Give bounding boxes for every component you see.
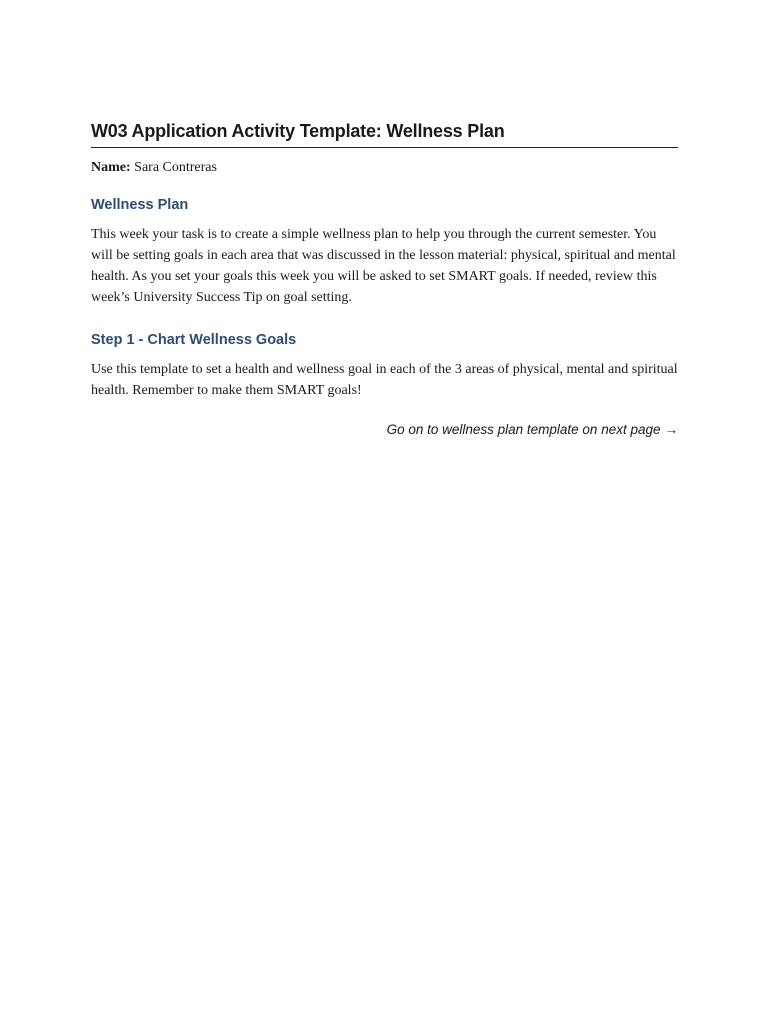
document-content (91, 118, 678, 440)
next-page-note (91, 420, 678, 440)
name-label: Name: (91, 160, 131, 175)
next-page-text: Go on to wellness plan template on next page (386, 422, 661, 437)
section-body-step-1: Use this template to set a health and wellness goal in each of the 3 areas of physical, mental and spiritual health. Remember to make them SMART goals! (91, 362, 678, 398)
section-body-wellness-plan: This week your task is to create a simple wellness plan to help you through the current semester. You will be setting goals in each area that was discussed in the lesson material: physical, spiritual and mental health. As you set your goals this week you will be asked to set SMART goals. If needed, review this week’s University Success Tip on goal setting. (91, 227, 676, 305)
section-heading-step-1: Step 1 - Chart Wellness Goals (91, 332, 297, 348)
arrow-right-icon: → (664, 422, 678, 437)
section-heading-wellness-plan: Wellness Plan (91, 197, 189, 213)
name-line (91, 158, 678, 178)
document-title: W03 Application Activity Template: Wellness Plan (91, 118, 678, 148)
name-value: Sara Contreras (134, 160, 217, 175)
